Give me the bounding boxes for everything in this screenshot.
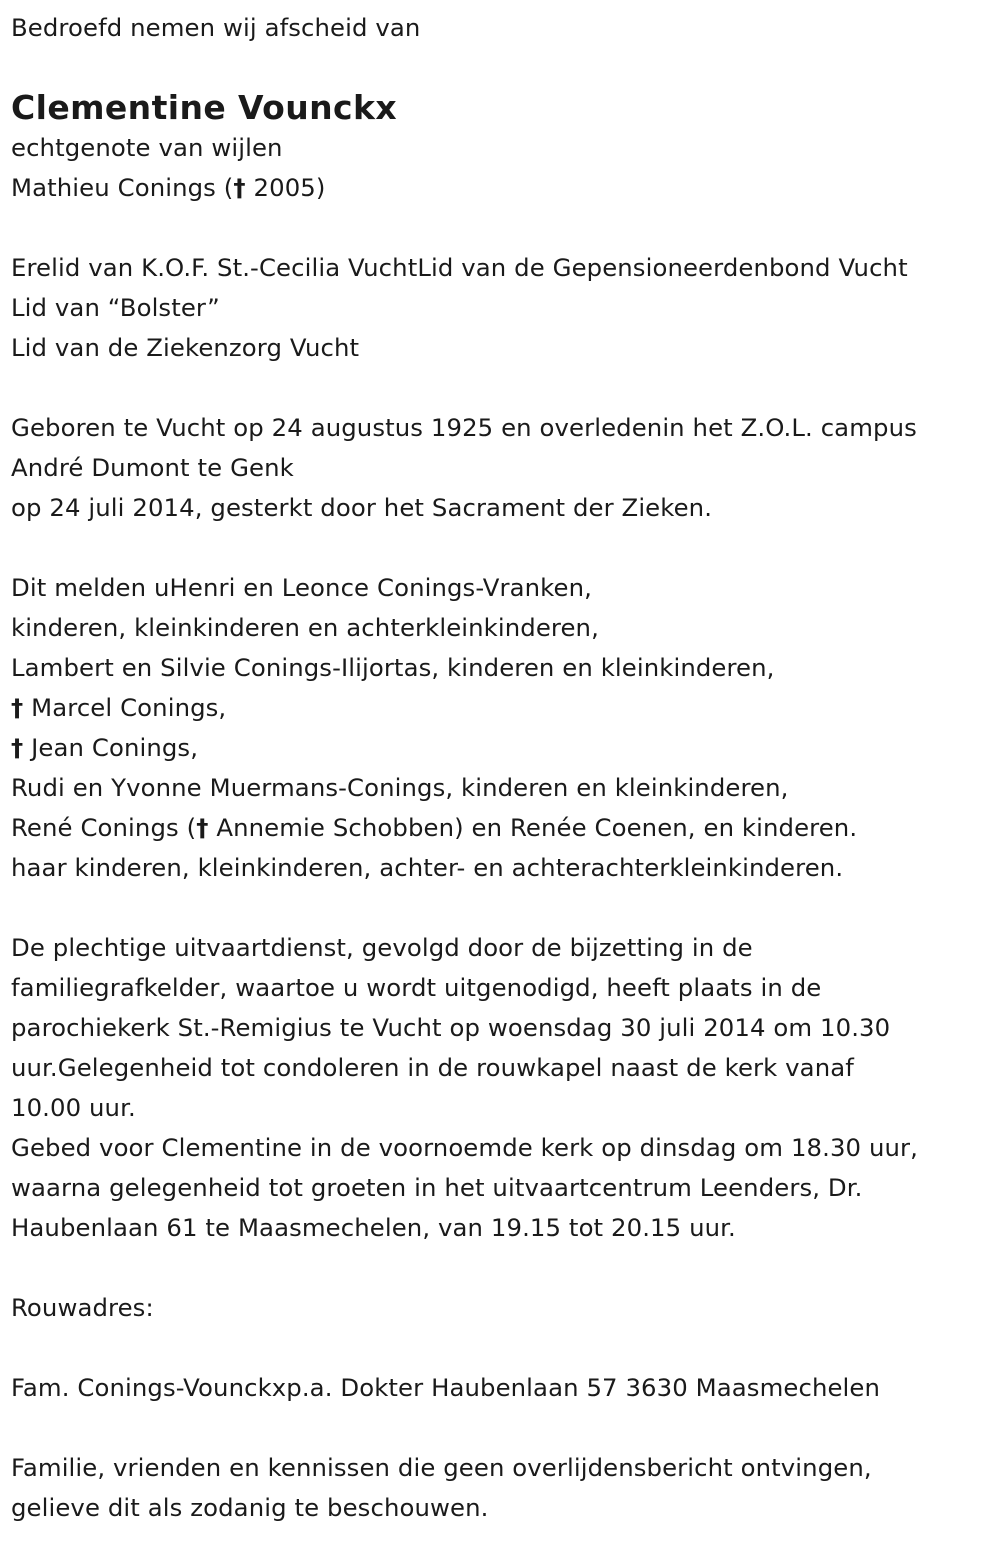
closing-line-2: gelieve dit als zodanig te beschouwen. xyxy=(11,1493,489,1522)
service-line-8: Haubenlaan 61 te Maasmechelen, van 19.15 tot 20.15 uur. xyxy=(11,1213,736,1242)
intro-text: Bedroefd nemen wij afscheid van xyxy=(11,13,421,42)
family-line-5 xyxy=(11,728,1000,768)
cross-icon: † xyxy=(196,813,209,842)
service-line-6: Gebed voor Clementine in de voornoemde kerk op dinsdag om 18.30 uur, xyxy=(11,1133,918,1162)
birth-death-line-1: Geboren te Vucht op 24 augustus 1925 en overledenin het Z.O.L. campus xyxy=(11,413,917,442)
spouse-line-2 xyxy=(11,168,1000,208)
birth-death-line-2: André Dumont te Genk xyxy=(11,453,294,482)
family-line-6: Rudi en Yvonne Muermans-Conings, kinderen en kleinkinderen, xyxy=(11,773,789,802)
family-line-7-suffix: Annemie Schobben) en Renée Coenen, en kinderen. xyxy=(216,813,858,842)
spacer xyxy=(11,888,1000,928)
family-line-3: Lambert en Silvie Conings-Ilijortas, kinderen en kleinkinderen, xyxy=(11,653,775,682)
spacer xyxy=(11,528,1000,568)
membership-line-2: Lid van “Bolster” xyxy=(11,293,220,322)
birth-death-line-3: op 24 juli 2014, gesterkt door het Sacrament der Zieken. xyxy=(11,493,713,522)
address-text: Fam. Conings-Vounckxp.a. Dokter Haubenlaan 57 3630 Maasmechelen xyxy=(11,1373,881,1402)
cross-icon: † xyxy=(233,173,246,202)
family-line-1: Dit melden uHenri en Leonce Conings-Vranken, xyxy=(11,573,592,602)
membership-line-3: Lid van de Ziekenzorg Vucht xyxy=(11,333,360,362)
spacer xyxy=(11,208,1000,248)
membership-line-1: Erelid van K.O.F. St.-Cecilia VuchtLid van de Gepensioneerdenbond Vucht xyxy=(11,253,908,282)
spacer xyxy=(11,1248,1000,1288)
family-line-4-text: Marcel Conings, xyxy=(31,693,227,722)
family-line-4 xyxy=(11,688,1000,728)
spacer xyxy=(11,1328,1000,1368)
deceased-name: Clementine Vounckx xyxy=(11,88,398,127)
closing-line-1: Familie, vrienden en kennissen die geen overlijdensbericht ontvingen, xyxy=(11,1453,872,1482)
cross-icon: † xyxy=(11,733,24,762)
cross-icon: † xyxy=(11,693,24,722)
spacer xyxy=(11,368,1000,408)
family-line-5-text: Jean Conings, xyxy=(31,733,199,762)
family-line-7 xyxy=(11,808,1000,848)
service-line-5: 10.00 uur. xyxy=(11,1093,136,1122)
service-line-1: De plechtige uitvaartdienst, gevolgd door de bijzetting in de xyxy=(11,933,753,962)
address-label: Rouwadres: xyxy=(11,1293,154,1322)
spouse-line-1: echtgenote van wijlen xyxy=(11,133,283,162)
service-line-7: waarna gelegenheid tot groeten in het uitvaartcentrum Leenders, Dr. xyxy=(11,1173,863,1202)
service-line-4: uur.Gelegenheid tot condoleren in de rouwkapel naast de kerk vanaf xyxy=(11,1053,854,1082)
family-line-2: kinderen, kleinkinderen en achterkleinkinderen, xyxy=(11,613,599,642)
spouse-name-prefix: Mathieu Conings ( xyxy=(11,173,234,202)
spouse-name-suffix: 2005) xyxy=(253,173,326,202)
service-line-3: parochiekerk St.-Remigius te Vucht op woensdag 30 juli 2014 om 10.30 xyxy=(11,1013,891,1042)
family-line-8: haar kinderen, kleinkinderen, achter- en achterachterkleinkinderen. xyxy=(11,853,844,882)
spacer xyxy=(11,1408,1000,1448)
service-line-2: familiegrafkelder, waartoe u wordt uitgenodigd, heeft plaats in de xyxy=(11,973,822,1002)
family-line-7-prefix: René Conings ( xyxy=(11,813,197,842)
